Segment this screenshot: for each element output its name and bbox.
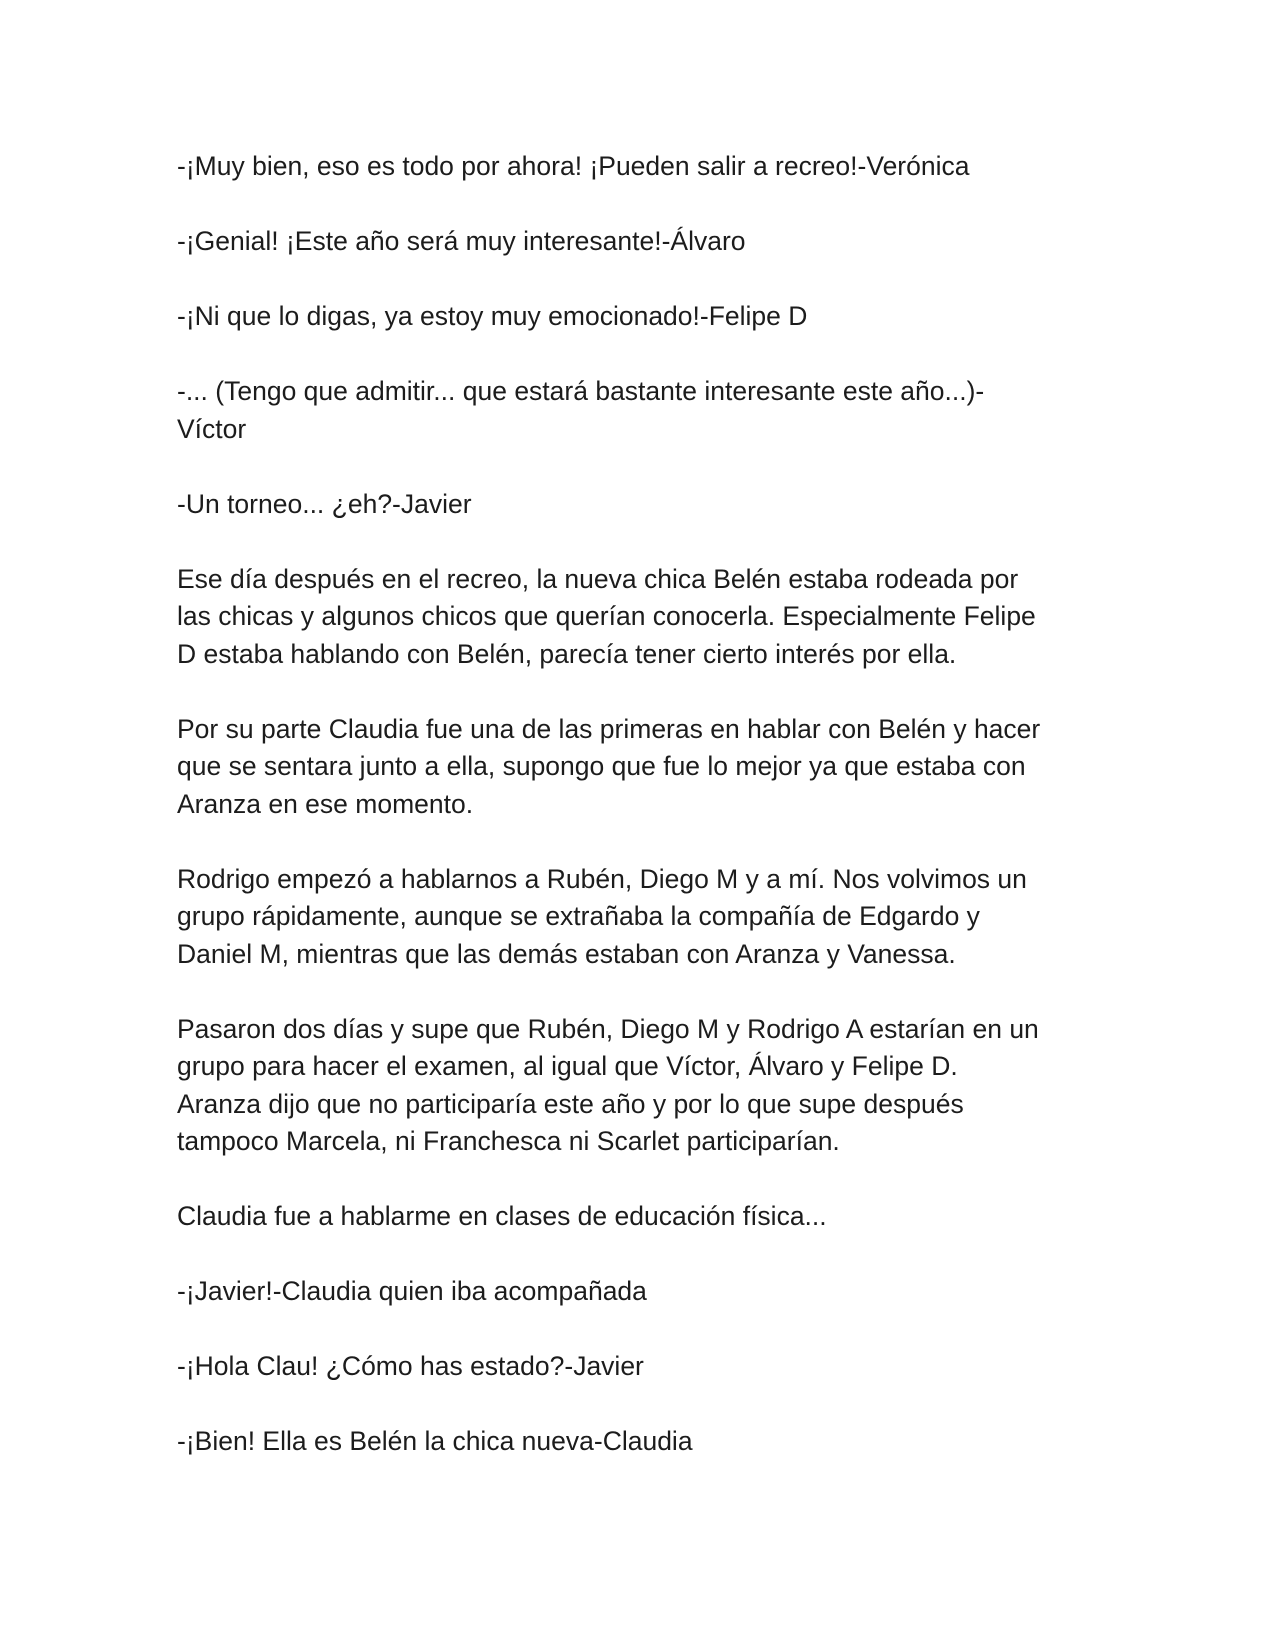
paragraph-line: Ese día después en el recreo, la nueva chica Belén estaba rodeada por [177, 563, 1019, 594]
paragraph-line: Claudia fue a hablarme en clases de educación física... [177, 1201, 827, 1231]
paragraph [177, 711, 1107, 824]
paragraph [177, 298, 1107, 336]
paragraph-line: -¡Muy bien, eso es todo por ahora! ¡Pueden salir a recreo!-Verónica [177, 151, 970, 181]
paragraph [177, 561, 1107, 674]
paragraph-line: las chicas y algunos chicos que querían conocerla. Especialmente Felipe [177, 601, 1036, 631]
paragraph-line: que se sentara junto a ella, supongo que fue lo mejor ya que estaba con [177, 751, 1026, 781]
paragraph [177, 373, 1107, 448]
paragraph [177, 1273, 1107, 1311]
paragraph-line: -... (Tengo que admitir... que estará bastante interesante este año...)- [177, 376, 985, 406]
paragraph [177, 1198, 1107, 1236]
paragraph [177, 1348, 1107, 1386]
paragraph-line: -¡Genial! ¡Este año será muy interesante!-Álvaro [177, 226, 746, 256]
paragraph-line: Pasaron dos días y supe que Rubén, Diego M y Rodrigo A estarían en un [177, 1013, 1039, 1044]
paragraph-line: D estaba hablando con Belén, parecía tener cierto interés por ella. [177, 638, 957, 669]
paragraph-line: Daniel M, mientras que las demás estaban con Aranza y Vanessa. [177, 938, 956, 969]
paragraph [177, 223, 1107, 261]
paragraph [177, 1011, 1107, 1161]
paragraph-line: -Un torneo... ¿eh?-Javier [177, 488, 472, 519]
paragraph-line: Por su parte Claudia fue una de las primeras en hablar con Belén y hacer [177, 713, 1041, 744]
paragraph [177, 486, 1107, 524]
paragraph-line: -¡Hola Clau! ¿Cómo has estado?-Javier [177, 1351, 644, 1381]
paragraph-line: Víctor [177, 413, 247, 444]
paragraph-line: Rodrigo empezó a hablarnos a Rubén, Diego M y a mí. Nos volvimos un [177, 863, 1027, 894]
paragraph-line: -¡Javier!-Claudia quien iba acompañada [177, 1276, 647, 1306]
paragraph [177, 148, 1107, 186]
paragraph [177, 861, 1107, 974]
paragraph-line: Aranza dijo que no participaría este año y por lo que supe después [177, 1088, 964, 1119]
paragraph [177, 1423, 1107, 1461]
paragraph-line: -¡Bien! Ella es Belén la chica nueva-Claudia [177, 1426, 693, 1456]
paragraph-line: tampoco Marcela, ni Franchesca ni Scarlet participarían. [177, 1126, 840, 1156]
paragraph-line: Aranza en ese momento. [177, 788, 474, 819]
paragraph-line: -¡Ni que lo digas, ya estoy muy emocionado!-Felipe D [177, 301, 808, 331]
paragraph-line: grupo rápidamente, aunque se extrañaba la compañía de Edgardo y [177, 901, 980, 931]
document-body [177, 148, 1107, 1498]
paragraph-line: grupo para hacer el examen, al igual que Víctor, Álvaro y Felipe D. [177, 1051, 958, 1081]
